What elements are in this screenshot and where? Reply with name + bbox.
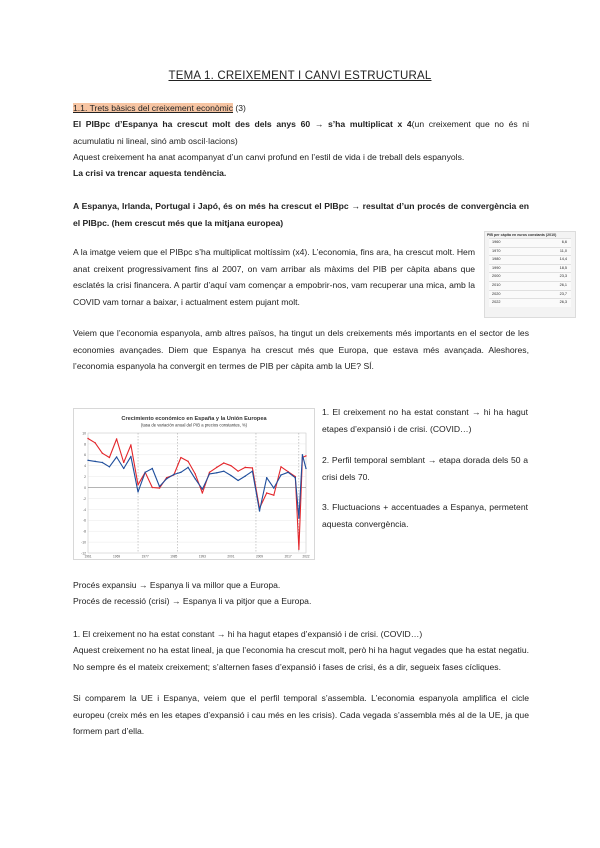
data-point	[195, 473, 196, 474]
data-point	[130, 456, 131, 457]
growth-line-chart	[73, 408, 315, 560]
y-tick-label: 8	[84, 442, 86, 447]
data-point	[273, 494, 274, 495]
paragraph-nonlinear: Aquest creixement no ha estat lineal, ja que l’economia ha crescut molt, però hi ha hagut vegades que ha estat negatiu. No sempre és el mateix creixement; s’alternen fases d’expansió i fases de crisi, és a dir, segueix fases cícliques.	[73, 645, 529, 672]
y-tick-label: 0	[84, 485, 86, 490]
table-cell-value: 14,4	[559, 257, 567, 262]
recession-line: Procés de recessió (crisi) → Espanya li va pitjor que a Europa.	[73, 596, 312, 606]
page-title: TEMA 1. CREIXEMENT I CANVI ESTRUCTURAL	[168, 70, 432, 82]
data-point	[152, 468, 153, 469]
crisis-text: La crisi va trencar aquesta tendència.	[73, 168, 227, 178]
data-point	[202, 488, 203, 489]
data-point	[123, 468, 124, 469]
data-point	[137, 491, 138, 492]
table-cell-value: 11,0	[559, 248, 567, 253]
data-point	[94, 442, 95, 443]
data-point	[266, 492, 267, 493]
y-tick-label: -2	[82, 496, 86, 501]
data-point	[302, 454, 303, 455]
data-point	[280, 466, 281, 467]
pibpc-growth-rest: (un creixement que no és ni acumulatiu ni lineal, sinó amb oscil·lacions)	[73, 119, 529, 146]
data-point	[87, 438, 88, 439]
data-point	[202, 492, 203, 493]
data-point	[259, 510, 260, 511]
data-point	[295, 477, 296, 478]
y-tick-label: -6	[82, 518, 86, 523]
x-tick-label: 1985	[170, 554, 178, 559]
chart-title: Crecimiento económico en España y la Unión Europea	[121, 416, 267, 422]
table-cell-value: 6,6	[561, 240, 567, 244]
table-cell-value: 23,7	[559, 291, 567, 296]
data-point	[130, 444, 131, 445]
paragraph-lifestyle: Aquest creixement ha anat acompanyat d’un canvi profund en l’estil de vida i de treball dels espanyols.	[73, 152, 465, 162]
data-point	[237, 470, 238, 471]
data-point	[298, 517, 299, 518]
data-point	[94, 461, 95, 462]
table-cell-year: 1960	[492, 240, 501, 244]
data-point	[159, 486, 160, 487]
data-point	[137, 484, 138, 485]
table-cell-year: 2000	[492, 274, 501, 279]
table-row	[489, 247, 571, 256]
table-row	[489, 255, 571, 264]
x-tick-label: 1961	[84, 554, 92, 559]
y-tick-label: 2	[84, 475, 86, 480]
data-point	[173, 474, 174, 475]
table-row	[489, 264, 571, 273]
data-point	[123, 462, 124, 463]
section-heading-suffix: (3)	[233, 103, 246, 113]
section-heading-text: 1.1. Trets bàsics del creixement econòmic	[73, 103, 234, 113]
table-cell-value: 18,5	[559, 265, 567, 270]
data-point	[116, 438, 117, 439]
table-cell-year: 1990	[492, 265, 501, 270]
data-point	[252, 470, 253, 471]
table-cell-year: 2020	[492, 291, 501, 296]
data-point	[216, 467, 217, 468]
x-tick-label: 2009	[255, 554, 264, 559]
data-point	[245, 467, 246, 468]
data-point	[102, 452, 103, 453]
paragraph-pibpc-growth	[73, 116, 529, 149]
table-cell-year: 2010	[492, 282, 501, 287]
data-point	[87, 460, 88, 461]
data-point	[209, 473, 210, 474]
data-point	[305, 468, 306, 469]
x-tick-label: 2017	[284, 554, 292, 559]
data-point	[109, 466, 110, 467]
point-1: 1. El creixement no ha estat constant → hi ha hagut etapes d’expansió i de crisi. (COVID…)	[322, 407, 528, 434]
data-point	[102, 462, 103, 463]
table-row	[489, 281, 571, 290]
table-row	[489, 272, 571, 281]
x-tick-label: 1993	[198, 554, 206, 559]
data-point	[305, 455, 306, 456]
data-point	[187, 461, 188, 462]
section-heading-1	[73, 100, 529, 117]
pibpc-growth-bold: El PIBpc d’Espanya ha crescut molt des dels anys 60 → s’ha multiplicat x 4	[73, 119, 412, 129]
y-tick-label: -8	[82, 529, 86, 534]
paragraph-image-description: A la imatge veiem que el PIBpc s’ha multiplicat moltíssim (x4). L’economia, fins ara, ha crescut molt. Hem anat creixent progressivament fins al 2007, on vam arribar als màxims del PIB per càpita abans que esclatés la crisi financera. A partir d’aquí vam començar a empobrir-nos, vam recuperar una mica, amb la COVID vam tornar a baixar, i actualment estem pujant molt.	[73, 247, 475, 307]
convergence-text: A Espanya, Irlanda, Portugal i Japó, és on més ha crescut el PIBpc → resultat d’un procés de convergència en el PIBpc. (hem crescut més que la mitjana europea)	[73, 201, 529, 228]
paragraph-eu-comparison: Si comparem la UE i Espanya, veiem que el perfil temporal s’assembla. L’economia espanyola amplifica el cicle europeu (creix més en les etapes d’expansió i cau més en les crisis). Cada vegada s’assembla més al de la UE, ja que formem part d’ella.	[73, 693, 529, 736]
table-cell-value: 23,3	[559, 274, 567, 279]
y-tick-label: -12	[81, 551, 86, 556]
data-point	[280, 474, 281, 475]
data-point	[287, 472, 288, 473]
x-tick-label: 2001	[227, 554, 235, 559]
data-point	[216, 472, 217, 473]
data-point	[237, 480, 238, 481]
paragraph-advanced-economies: Veiem que l’economia espanyola, amb altres països, ha tingut un dels creixements més importants en el sector de les economies avançades. Diem que Espanya ha crescut més que Europa, que estava més avançada. Aleshores, l’economia espanyola ha convergit en termes de PIB per càpita amb la UE? SÍ.	[73, 328, 529, 371]
data-point	[152, 487, 153, 488]
data-point	[298, 548, 299, 549]
data-point	[195, 478, 196, 479]
y-tick-label: 4	[84, 464, 86, 469]
table-cell-year: 1980	[492, 257, 501, 262]
gdp-per-capita-table	[484, 231, 576, 318]
table-cell-value: 26,1	[559, 282, 567, 287]
chart-svg	[74, 409, 314, 559]
table-cell-value: 26,3	[559, 300, 567, 305]
x-tick-label: 1969	[113, 554, 121, 559]
data-point	[187, 467, 188, 468]
x-tick-label: 2022	[302, 554, 310, 559]
section-3-heading: 1. El creixement no ha estat constant → hi ha hagut etapes d’expansió i de crisi. (COVID…)	[73, 629, 423, 639]
data-point	[266, 477, 267, 478]
y-tick-label: -10	[81, 540, 86, 545]
x-tick-label: 1977	[141, 554, 149, 559]
data-point	[180, 472, 181, 473]
table-cell-year: 2022	[492, 300, 501, 305]
table-row	[489, 298, 571, 307]
table-row	[489, 238, 571, 247]
data-point	[223, 462, 224, 463]
table-row	[489, 290, 571, 299]
data-point	[252, 467, 253, 468]
y-tick-label: 6	[84, 453, 86, 458]
data-point	[245, 475, 246, 476]
data-point	[144, 472, 145, 473]
data-point	[230, 465, 231, 466]
data-point	[109, 457, 110, 458]
expansion-line: Procés expansiu → Espanya li va millor que a Europa.	[73, 580, 281, 590]
data-point	[273, 487, 274, 488]
data-point	[166, 478, 167, 479]
point-2: 2. Perfil temporal semblant → etapa dorada dels 50 a crisi dels 70.	[322, 455, 528, 482]
data-point	[230, 475, 231, 476]
data-point	[223, 470, 224, 471]
data-point	[180, 457, 181, 458]
y-tick-label: -4	[82, 507, 86, 512]
chart-subtitle: (tasa de variación anual del PIB a precios constantes, %)	[140, 422, 248, 428]
data-point	[116, 456, 117, 457]
data-point	[159, 487, 160, 488]
data-point	[209, 472, 210, 473]
table-cell-year: 1970	[492, 248, 501, 253]
paragraph-convergence	[73, 198, 529, 231]
paragraph-crisis	[73, 165, 529, 182]
y-tick-label: 10	[82, 431, 86, 436]
table-title: PIB per càpita en euros constants (2010)	[487, 233, 557, 237]
point-3: 3. Fluctuacions + accentuades a Espanya, permetent aquesta convergència.	[322, 502, 528, 529]
